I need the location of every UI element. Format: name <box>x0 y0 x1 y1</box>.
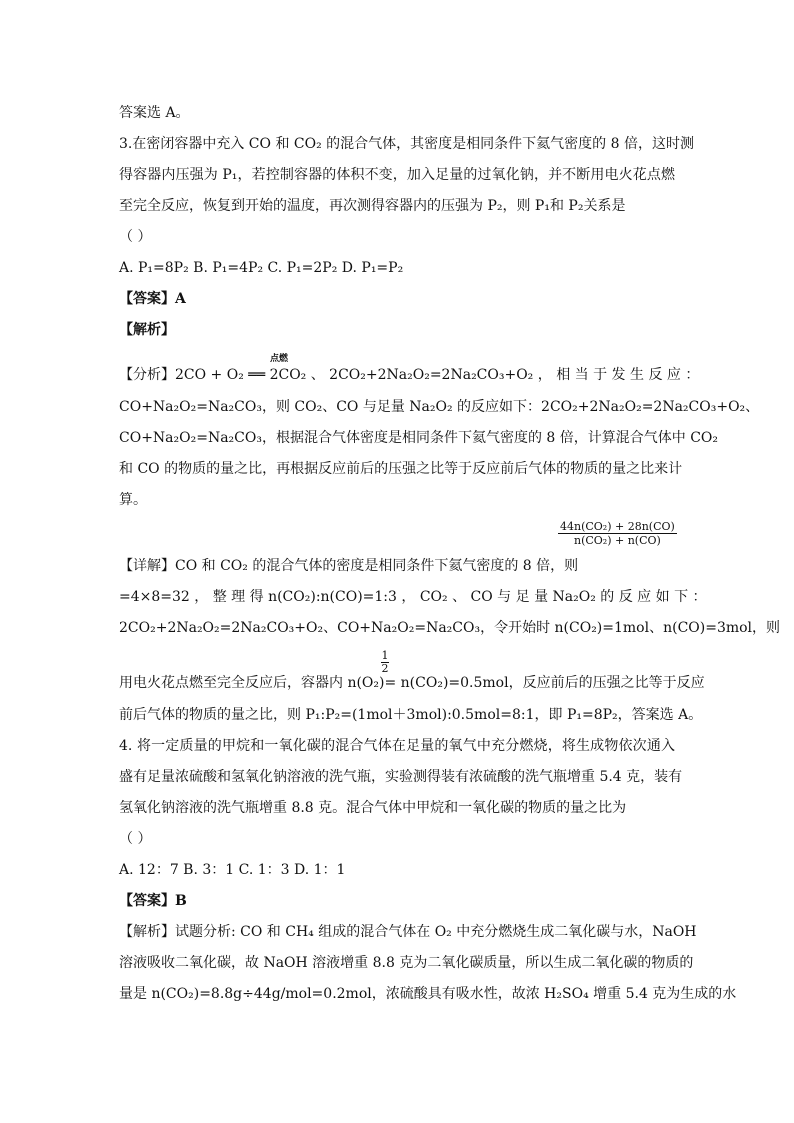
question-4-line: 盛有足量浓硫酸和氢氧化钠溶液的洗气瓶，实验测得装有浓硫酸的洗气瓶增重 5.4 克，装有 <box>119 769 683 785</box>
explanation-line: 量是 n(CO₂)=8.8g÷44g/mol=0.2mol，浓硫酸具有吸水性，故浓 H₂SO₄ 增重 5.4 克为生成的水 <box>119 986 737 1002</box>
question-3-line: 至完全反应，恢复到开始的温度，再次测得容器内的压强为 P₂，则 P₁和 P₂关系是 <box>119 198 626 214</box>
analysis-line: CO+Na₂O₂=Na₂CO₃，则 CO₂、CO 与足量 Na₂O₂ 的反应如下：2CO₂+2Na₂O₂=2Na₂CO₃+O₂、 <box>119 399 760 415</box>
analysis-line: 算。 <box>119 492 147 508</box>
explanation-line: 溶液吸收二氧化碳，故 NaOH 溶液增重 8.8 克为二氧化碳质量，所以生成二氧化碳的物质的 <box>119 955 694 971</box>
detail-line: =4×8=32 ， 整 理 得 n(CO₂):n(CO)=1:3 ， CO₂ 、 CO 与 足 量 Na₂O₂ 的 反 应 如 下 ： <box>119 589 707 605</box>
explanation-line: 【解析】试题分析: CO 和 CH₄ 组成的混合气体在 O₂ 中充分燃烧生成二氧化碳与水，NaOH <box>119 924 697 940</box>
half-numerator: 1 <box>381 649 389 662</box>
question-4-line: 4. 将一定质量的甲烷和一氧化碳的混合气体在足量的氧气中充分燃烧，将生成物依次通入 <box>119 738 675 754</box>
options-line: A. P₁=8P₂ B. P₁=4P₂ C. P₁=2P₂ D. P₁=P₂ <box>119 260 404 276</box>
detail-line: 【详解】CO 和 CO₂ 的混合气体的密度是相同条件下氦气密度的 8 倍，则 <box>119 558 579 574</box>
detail-line: 2CO₂+2Na₂O₂=2Na₂CO₃+O₂、CO+Na₂O₂=Na₂CO₃，令开始时 n(CO₂)=1mol、n(CO)=3mol，则 <box>119 620 781 636</box>
detail-line: 用电火花点燃至完全反应后，容器内 n(O₂)= n(CO₂)=0.5mol，反应前后的压强之比等于反应 <box>119 675 705 691</box>
detail-line: 前后气体的物质的量之比，则 P₁:P₂=(1mol＋3mol):0.5mol=8:1，即 P₁=8P₂，答案选 A。 <box>119 707 703 723</box>
answer-blank: （ ） <box>119 229 152 245</box>
answer-blank: （ ） <box>119 831 152 847</box>
half-fraction <box>381 650 389 675</box>
density-fraction <box>558 520 677 547</box>
ignite-condition: 点燃 <box>269 354 288 364</box>
question-3-line: 得容器内压强为 P₁，若控制容器的体积不变，加入足量的过氧化钠，并不断用电火花点燃 <box>119 167 675 183</box>
fraction-numerator: 44n(CO₂) + 28n(CO) <box>560 520 675 533</box>
analysis-line: 和 CO 的物质的量之比，再根据反应前后的压强之比等于反应前后气体的物质的量之比来计 <box>119 461 683 477</box>
answer-label: 【答案】B <box>119 893 187 909</box>
half-denominator: 2 <box>381 662 389 675</box>
answer-label: 【答案】A <box>119 291 186 307</box>
analysis-label: 【解析】 <box>119 322 175 338</box>
fraction-denominator: n(CO₂) + n(CO) <box>574 534 661 547</box>
question-3-line: 3.在密闭容器中充入 CO 和 CO₂ 的混合气体，其密度是相同条件下氦气密度的 8 倍，这时测 <box>119 136 694 152</box>
analysis-line: 【分析】2CO + O₂ ══ 2CO₂ 、 2CO₂+2Na₂O₂=2Na₂CO₃+O₂ ， 相 当 于 发 生 反 应 ： <box>119 367 700 383</box>
text-line: 答案选 A。 <box>119 105 190 121</box>
question-4-line: 氢氧化钠溶液的洗气瓶增重 8.8 克。混合气体中甲烷和一氧化碳的物质的量之比为 <box>119 800 627 816</box>
analysis-line: CO+Na₂O₂=Na₂CO₃，根据混合气体密度是相同条件下氦气密度的 8 倍，计算混合气体中 CO₂ <box>119 430 719 446</box>
options-line: A. 12：7 B. 3：1 C. 1：3 D. 1：1 <box>119 862 346 878</box>
